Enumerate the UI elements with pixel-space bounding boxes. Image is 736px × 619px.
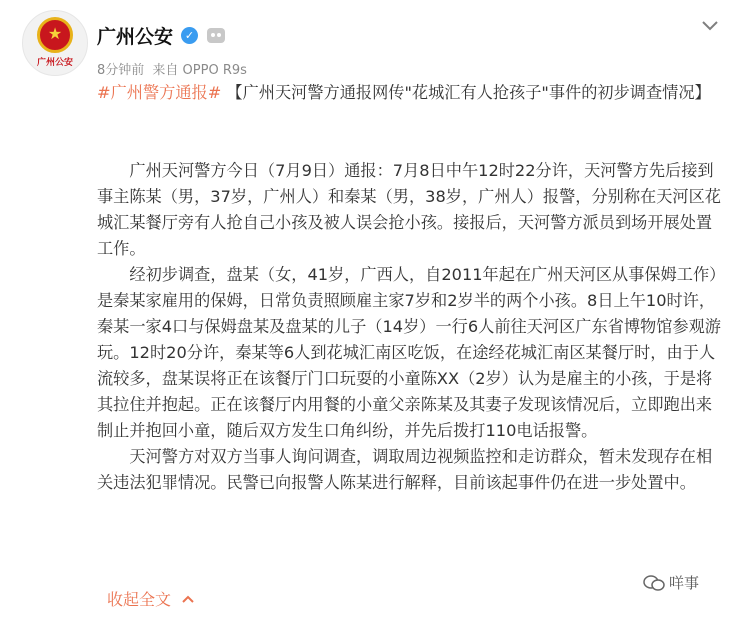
watermark-text: 咩事 xyxy=(669,574,700,592)
author-row xyxy=(97,22,225,48)
chevron-down-icon[interactable] xyxy=(700,18,720,34)
author-name[interactable]: 广州公安 xyxy=(97,25,174,48)
robot-icon xyxy=(207,28,225,43)
avatar-label: 广州公安 xyxy=(36,58,73,68)
police-emblem-icon: ★ xyxy=(37,17,73,53)
collapse-button[interactable] xyxy=(107,587,195,610)
post-source: 来自 OPPO R9s xyxy=(152,63,247,78)
post-headline: 【广州天河警方通报网传"花城汇有人抢孩子"事件的初步调查情况】 xyxy=(226,83,711,102)
hashtag-link[interactable]: #广州警方通报# xyxy=(97,83,222,102)
post-title xyxy=(97,80,722,106)
watermark xyxy=(643,572,699,593)
verified-icon: ✓ xyxy=(181,27,198,44)
post-time: 8分钟前 xyxy=(97,63,145,78)
paragraph: 广州天河警方今日（7月9日）通报：7月8日中午12时22分许，天河警方先后接到事主陈某（男，37岁，广州人）和秦某（男，38岁，广州人）报警，分别称在天河区花城汇某餐厅旁有人抢自己小孩及被人误会抢小孩。接报后，天河警方派员到场开展处置工作。 xyxy=(97,161,721,258)
collapse-label: 收起全文 xyxy=(107,590,172,609)
post-meta xyxy=(97,59,251,78)
chevron-up-icon xyxy=(181,594,195,604)
paragraph: 经初步调查，盘某（女，41岁，广西人，自2011年起在广州天河区从事保姆工作）是秦某家雇用的保姆，日常负责照顾雇主家7岁和2岁半的两个小孩。8日上午10时许，秦某一家4口与保姆盘某及盘某的儿子（14岁）一行6人前往天河区广东省博物馆参观游玩。12时20分许，秦某等6人到花城汇南区吃饭，在途经花城汇南区某餐厅时，由于人流较多，盘某误将正在该餐厅门口玩耍的小童陈XX（2岁）认为是雇主的小孩，于是将其拉住并抱起。正在该餐厅内用餐的小童父亲陈某及其妻子发现该情况后，立即跑出来制止并抱回小童，随后双方发生口角纠纷，并先后拨打110电话报警。 xyxy=(97,265,721,440)
chat-bubble-icon xyxy=(643,574,665,592)
avatar[interactable] xyxy=(22,10,88,76)
paragraph: 天河警方对双方当事人询问调查，调取周边视频监控和走访群众，暂未发现存在相关违法犯罪情况。民警已向报警人陈某进行解释，目前该起事件仍在进一步处置中。 xyxy=(97,447,713,492)
post-body xyxy=(97,80,722,496)
